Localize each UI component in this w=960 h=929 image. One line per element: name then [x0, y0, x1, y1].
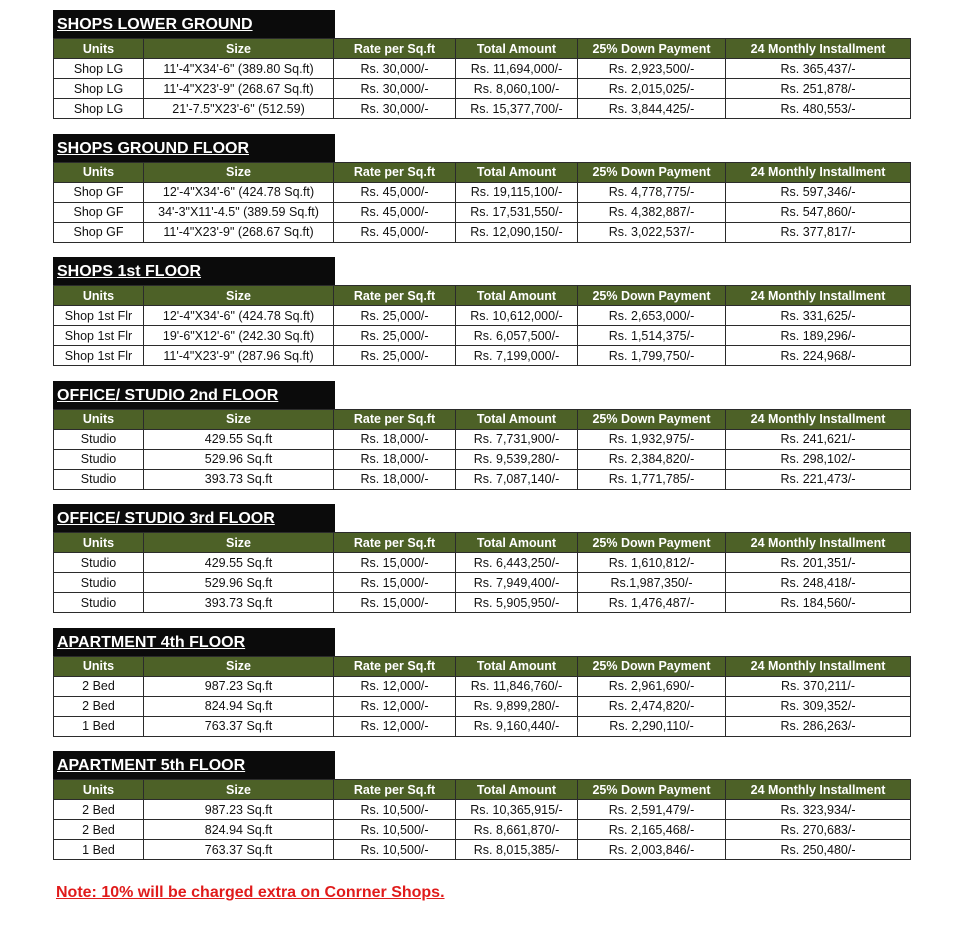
column-header: 24 Monthly Installment: [726, 780, 911, 800]
column-header: 24 Monthly Installment: [726, 162, 911, 182]
table-cell: Rs. 45,000/-: [334, 202, 456, 222]
table-cell: 12'-4"X34'-6" (424.78 Sq.ft): [144, 306, 334, 326]
table-cell: Rs. 9,160,440/-: [456, 716, 578, 736]
column-header: Rate per Sq.ft: [334, 780, 456, 800]
table-cell: Studio: [54, 449, 144, 469]
table-header-row: [54, 286, 911, 306]
table-cell: Shop GF: [54, 222, 144, 242]
table-cell: Studio: [54, 593, 144, 613]
table-cell: Rs. 12,000/-: [334, 696, 456, 716]
table-cell: 11'-4"X34'-6" (389.80 Sq.ft): [144, 59, 334, 79]
table-row: [54, 306, 911, 326]
section-title: OFFICE/ STUDIO 3rd FLOOR: [53, 504, 335, 532]
table-cell: Shop GF: [54, 182, 144, 202]
table-cell: 824.94 Sq.ft: [144, 696, 334, 716]
table-cell: 393.73 Sq.ft: [144, 469, 334, 489]
table-cell: Rs. 1,514,375/-: [578, 326, 726, 346]
column-header: Total Amount: [456, 656, 578, 676]
section-title: SHOPS GROUND FLOOR: [53, 134, 335, 162]
table-row: [54, 840, 911, 860]
table-cell: Rs. 45,000/-: [334, 222, 456, 242]
table-row: [54, 469, 911, 489]
column-header: Size: [144, 286, 334, 306]
table-cell: Rs. 7,731,900/-: [456, 429, 578, 449]
table-cell: 763.37 Sq.ft: [144, 840, 334, 860]
column-header: Rate per Sq.ft: [334, 409, 456, 429]
table-row: [54, 202, 911, 222]
table-cell: 429.55 Sq.ft: [144, 553, 334, 573]
table-cell: Shop GF: [54, 202, 144, 222]
column-header: Rate per Sq.ft: [334, 39, 456, 59]
table-cell: Rs. 201,351/-: [726, 553, 911, 573]
table-cell: Rs. 2,290,110/-: [578, 716, 726, 736]
section-title: APARTMENT 4th FLOOR: [53, 628, 335, 656]
table-cell: Rs. 18,000/-: [334, 469, 456, 489]
table-cell: Studio: [54, 429, 144, 449]
table-row: [54, 820, 911, 840]
table-cell: Rs. 10,365,915/-: [456, 800, 578, 820]
column-header: Size: [144, 780, 334, 800]
column-header: 25% Down Payment: [578, 780, 726, 800]
table-cell: 11'-4"X23'-9" (287.96 Sq.ft): [144, 346, 334, 366]
table-cell: Rs. 4,382,887/-: [578, 202, 726, 222]
column-header: Total Amount: [456, 162, 578, 182]
column-header: Total Amount: [456, 39, 578, 59]
section-title: SHOPS LOWER GROUND: [53, 10, 335, 38]
table-cell: Studio: [54, 469, 144, 489]
table-cell: Rs. 370,211/-: [726, 676, 911, 696]
price-section: [53, 381, 910, 505]
table-cell: Rs. 2,165,468/-: [578, 820, 726, 840]
table-cell: Rs. 15,000/-: [334, 573, 456, 593]
table-cell: Rs. 2,923,500/-: [578, 59, 726, 79]
table-cell: 12'-4"X34'-6" (424.78 Sq.ft): [144, 182, 334, 202]
column-header: Rate per Sq.ft: [334, 286, 456, 306]
table-cell: Shop LG: [54, 59, 144, 79]
table-cell: Rs. 224,968/-: [726, 346, 911, 366]
price-section: [53, 504, 910, 628]
table-cell: Rs. 45,000/-: [334, 182, 456, 202]
table-header-row: [54, 39, 911, 59]
table-cell: 21'-7.5"X23'-6" (512.59): [144, 99, 334, 119]
table-cell: Rs. 11,694,000/-: [456, 59, 578, 79]
column-header: Rate per Sq.ft: [334, 162, 456, 182]
table-cell: Rs. 377,817/-: [726, 222, 911, 242]
table-cell: Rs. 6,057,500/-: [456, 326, 578, 346]
table-cell: 987.23 Sq.ft: [144, 676, 334, 696]
table-cell: Rs. 5,905,950/-: [456, 593, 578, 613]
column-header: 24 Monthly Installment: [726, 409, 911, 429]
table-cell: Rs. 184,560/-: [726, 593, 911, 613]
table-cell: Rs. 1,932,975/-: [578, 429, 726, 449]
table-row: [54, 429, 911, 449]
table-cell: Rs. 12,000/-: [334, 716, 456, 736]
table-cell: Rs. 15,000/-: [334, 553, 456, 573]
column-header: Units: [54, 780, 144, 800]
table-cell: Rs. 7,199,000/-: [456, 346, 578, 366]
table-cell: 987.23 Sq.ft: [144, 800, 334, 820]
table-cell: Shop 1st Flr: [54, 346, 144, 366]
footnote: Note: 10% will be charged extra on Conrner Shops.: [56, 884, 445, 901]
table-row: [54, 716, 911, 736]
table-cell: Rs. 547,860/-: [726, 202, 911, 222]
table-cell: Rs. 298,102/-: [726, 449, 911, 469]
section-title: OFFICE/ STUDIO 2nd FLOOR: [53, 381, 335, 409]
table-cell: Shop LG: [54, 79, 144, 99]
table-row: [54, 59, 911, 79]
column-header: Units: [54, 39, 144, 59]
price-section: [53, 134, 910, 258]
column-header: Units: [54, 533, 144, 553]
column-header: 24 Monthly Installment: [726, 286, 911, 306]
price-list: [53, 10, 910, 875]
column-header: Total Amount: [456, 409, 578, 429]
table-cell: Rs. 189,296/-: [726, 326, 911, 346]
column-header: 24 Monthly Installment: [726, 533, 911, 553]
table-cell: Rs. 597,346/-: [726, 182, 911, 202]
table-cell: Rs. 2,384,820/-: [578, 449, 726, 469]
table-cell: Rs. 221,473/-: [726, 469, 911, 489]
table-cell: Rs. 25,000/-: [334, 306, 456, 326]
table-cell: Rs. 1,771,785/-: [578, 469, 726, 489]
column-header: 24 Monthly Installment: [726, 656, 911, 676]
table-cell: Shop LG: [54, 99, 144, 119]
table-cell: 429.55 Sq.ft: [144, 429, 334, 449]
table-cell: Rs. 11,846,760/-: [456, 676, 578, 696]
table-cell: Rs. 2,961,690/-: [578, 676, 726, 696]
table-header-row: [54, 533, 911, 553]
table-cell: Studio: [54, 573, 144, 593]
column-header: 25% Down Payment: [578, 162, 726, 182]
table-cell: Rs. 9,539,280/-: [456, 449, 578, 469]
table-cell: Rs. 323,934/-: [726, 800, 911, 820]
table-cell: 19'-6"X12'-6" (242.30 Sq.ft): [144, 326, 334, 346]
price-table: [53, 285, 911, 366]
table-cell: Rs. 18,000/-: [334, 449, 456, 469]
table-row: [54, 182, 911, 202]
column-header: Units: [54, 656, 144, 676]
table-cell: Rs. 19,115,100/-: [456, 182, 578, 202]
column-header: Size: [144, 656, 334, 676]
column-header: Total Amount: [456, 533, 578, 553]
table-cell: 2 Bed: [54, 676, 144, 696]
table-cell: Rs. 2,003,846/-: [578, 840, 726, 860]
table-cell: Rs. 10,500/-: [334, 840, 456, 860]
table-row: [54, 222, 911, 242]
table-row: [54, 326, 911, 346]
price-table: [53, 162, 911, 243]
column-header: Rate per Sq.ft: [334, 656, 456, 676]
table-cell: Rs. 10,612,000/-: [456, 306, 578, 326]
table-row: [54, 449, 911, 469]
table-cell: Rs. 286,263/-: [726, 716, 911, 736]
price-section: [53, 751, 910, 875]
table-row: [54, 346, 911, 366]
table-cell: Rs. 30,000/-: [334, 79, 456, 99]
table-cell: Rs. 4,778,775/-: [578, 182, 726, 202]
price-section: [53, 628, 910, 752]
table-cell: 824.94 Sq.ft: [144, 820, 334, 840]
table-row: [54, 676, 911, 696]
table-cell: Rs. 3,022,537/-: [578, 222, 726, 242]
table-cell: Rs. 8,060,100/-: [456, 79, 578, 99]
table-cell: 393.73 Sq.ft: [144, 593, 334, 613]
table-cell: Rs. 3,844,425/-: [578, 99, 726, 119]
table-row: [54, 553, 911, 573]
table-cell: Rs. 1,610,812/-: [578, 553, 726, 573]
table-cell: 2 Bed: [54, 696, 144, 716]
table-cell: Shop 1st Flr: [54, 306, 144, 326]
table-cell: 11'-4"X23'-9" (268.67 Sq.ft): [144, 222, 334, 242]
table-cell: Rs. 12,000/-: [334, 676, 456, 696]
table-cell: 529.96 Sq.ft: [144, 449, 334, 469]
table-cell: Rs. 8,015,385/-: [456, 840, 578, 860]
table-header-row: [54, 780, 911, 800]
table-cell: Rs. 25,000/-: [334, 346, 456, 366]
price-table: [53, 656, 911, 737]
table-row: [54, 79, 911, 99]
table-cell: Rs. 10,500/-: [334, 820, 456, 840]
column-header: 24 Monthly Installment: [726, 39, 911, 59]
column-header: Total Amount: [456, 780, 578, 800]
table-cell: Rs. 8,661,870/-: [456, 820, 578, 840]
table-cell: 763.37 Sq.ft: [144, 716, 334, 736]
column-header: 25% Down Payment: [578, 409, 726, 429]
column-header: 25% Down Payment: [578, 656, 726, 676]
column-header: 25% Down Payment: [578, 286, 726, 306]
section-title: APARTMENT 5th FLOOR: [53, 751, 335, 779]
column-header: Units: [54, 286, 144, 306]
table-cell: Rs. 15,377,700/-: [456, 99, 578, 119]
table-cell: 529.96 Sq.ft: [144, 573, 334, 593]
price-table: [53, 409, 911, 490]
table-row: [54, 573, 911, 593]
table-cell: Shop 1st Flr: [54, 326, 144, 346]
section-title: SHOPS 1st FLOOR: [53, 257, 335, 285]
table-row: [54, 800, 911, 820]
price-table: [53, 38, 911, 119]
price-table: [53, 779, 911, 860]
table-cell: Rs. 365,437/-: [726, 59, 911, 79]
table-cell: 34'-3"X11'-4.5" (389.59 Sq.ft): [144, 202, 334, 222]
table-cell: Rs. 1,799,750/-: [578, 346, 726, 366]
column-header: Size: [144, 533, 334, 553]
table-cell: Rs. 2,653,000/-: [578, 306, 726, 326]
table-row: [54, 593, 911, 613]
table-cell: Rs. 250,480/-: [726, 840, 911, 860]
table-cell: Rs. 480,553/-: [726, 99, 911, 119]
table-cell: Rs.1,987,350/-: [578, 573, 726, 593]
table-cell: 1 Bed: [54, 840, 144, 860]
column-header: 25% Down Payment: [578, 39, 726, 59]
table-cell: 11'-4"X23'-9" (268.67 Sq.ft): [144, 79, 334, 99]
table-cell: Rs. 30,000/-: [334, 59, 456, 79]
table-cell: Rs. 331,625/-: [726, 306, 911, 326]
table-cell: Rs. 18,000/-: [334, 429, 456, 449]
table-cell: Rs. 2,015,025/-: [578, 79, 726, 99]
table-cell: Rs. 17,531,550/-: [456, 202, 578, 222]
table-cell: Rs. 15,000/-: [334, 593, 456, 613]
column-header: Size: [144, 409, 334, 429]
table-cell: Rs. 270,683/-: [726, 820, 911, 840]
table-row: [54, 99, 911, 119]
table-cell: Rs. 9,899,280/-: [456, 696, 578, 716]
table-cell: Rs. 6,443,250/-: [456, 553, 578, 573]
table-cell: Rs. 2,591,479/-: [578, 800, 726, 820]
column-header: Size: [144, 162, 334, 182]
price-section: [53, 257, 910, 381]
table-cell: 2 Bed: [54, 800, 144, 820]
column-header: Units: [54, 409, 144, 429]
table-cell: Rs. 10,500/-: [334, 800, 456, 820]
table-cell: Rs. 7,087,140/-: [456, 469, 578, 489]
table-cell: Rs. 12,090,150/-: [456, 222, 578, 242]
table-cell: Rs. 248,418/-: [726, 573, 911, 593]
table-cell: Rs. 2,474,820/-: [578, 696, 726, 716]
table-cell: 1 Bed: [54, 716, 144, 736]
price-table: [53, 532, 911, 613]
table-cell: Rs. 1,476,487/-: [578, 593, 726, 613]
column-header: Units: [54, 162, 144, 182]
table-header-row: [54, 656, 911, 676]
column-header: 25% Down Payment: [578, 533, 726, 553]
table-row: [54, 696, 911, 716]
table-cell: Rs. 7,949,400/-: [456, 573, 578, 593]
table-cell: 2 Bed: [54, 820, 144, 840]
table-header-row: [54, 162, 911, 182]
table-cell: Rs. 241,621/-: [726, 429, 911, 449]
table-cell: Rs. 25,000/-: [334, 326, 456, 346]
table-cell: Studio: [54, 553, 144, 573]
table-cell: Rs. 30,000/-: [334, 99, 456, 119]
column-header: Rate per Sq.ft: [334, 533, 456, 553]
table-cell: Rs. 251,878/-: [726, 79, 911, 99]
table-cell: Rs. 309,352/-: [726, 696, 911, 716]
column-header: Total Amount: [456, 286, 578, 306]
column-header: Size: [144, 39, 334, 59]
table-header-row: [54, 409, 911, 429]
price-section: [53, 10, 910, 134]
